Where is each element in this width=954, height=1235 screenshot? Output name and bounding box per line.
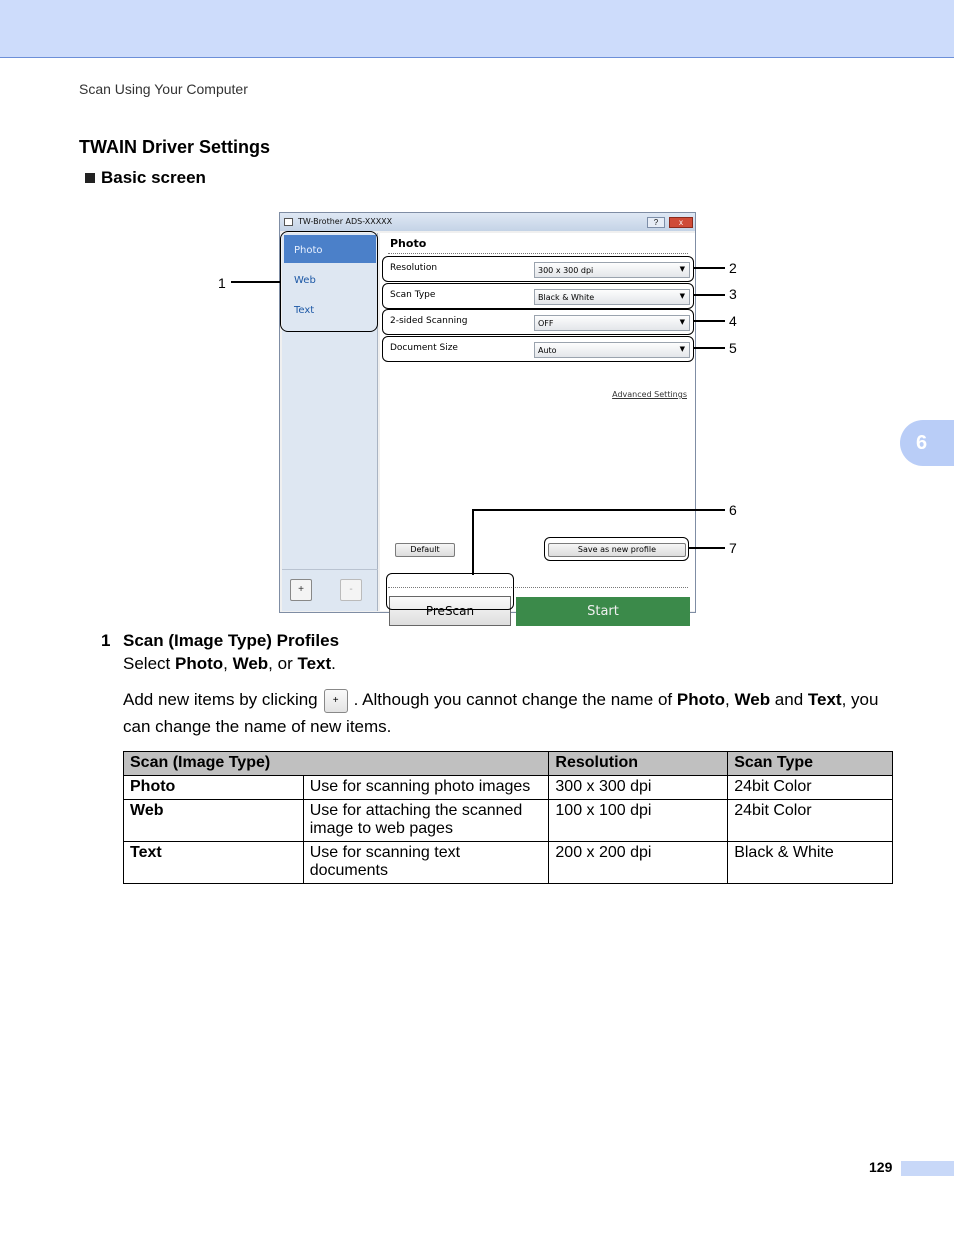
table-cell: Photo (124, 776, 304, 800)
header-band (0, 0, 954, 58)
table-cell: Web (124, 800, 304, 842)
table-header: Scan (Image Type) (124, 752, 549, 776)
duplex-label: 2-sided Scanning (390, 316, 468, 326)
scan-type-label: Scan Type (390, 290, 436, 300)
start-button[interactable]: Start (516, 597, 690, 626)
settings-heading: Photo (390, 237, 427, 250)
callout-box-profiles (280, 231, 378, 332)
table-cell: Black & White (728, 842, 893, 884)
callout-leader (694, 347, 725, 349)
callout-box-save-profile (544, 537, 689, 561)
close-button[interactable]: x (669, 217, 693, 228)
table-header: Scan Type (728, 752, 893, 776)
chapter-tab[interactable]: 6 (900, 420, 954, 466)
callout-number-4: 4 (729, 313, 737, 329)
table-row (124, 776, 893, 800)
callout-number-3: 3 (729, 286, 737, 302)
resolution-select[interactable]: 300 x 300 dpi ▼ (534, 262, 690, 278)
add-items-paragraph: Add new items by clicking + . Although you cannot change the name of Photo, Web and Text, you can change the name of new items. (123, 690, 879, 736)
chevron-down-icon: ▼ (679, 265, 685, 273)
divider (282, 569, 378, 570)
callout-number-1: 1 (218, 275, 226, 291)
item-description: Select Photo, Web, or Text. (123, 654, 336, 673)
resolution-label: Resolution (390, 263, 438, 273)
callout-box-resolution (382, 256, 694, 282)
item-title: Scan (Image Type) Profiles (123, 631, 340, 650)
duplex-select[interactable]: OFF ▼ (534, 315, 690, 331)
table-cell: Text (124, 842, 304, 884)
table-cell: Use for scanning photo images (303, 776, 549, 800)
callout-box-scan-type (382, 283, 694, 309)
callout-number-5: 5 (729, 340, 737, 356)
callout-leader (472, 509, 725, 511)
callout-number-6: 6 (729, 502, 737, 518)
callout-leader (694, 294, 725, 296)
scan-type-select[interactable]: Black & White ▼ (534, 289, 690, 305)
callout-number-2: 2 (729, 260, 737, 276)
item-number: 1 (101, 631, 111, 650)
table-row (124, 800, 893, 842)
callout-leader (689, 547, 725, 549)
page-number-bar (901, 1161, 954, 1176)
running-head: Scan Using Your Computer (79, 81, 248, 97)
callout-box-prescan (386, 573, 514, 610)
app-window-icon (284, 218, 293, 226)
callout-leader (694, 320, 725, 322)
callout-leader (694, 267, 725, 269)
add-profile-button[interactable]: + (290, 579, 312, 601)
chevron-down-icon: ▼ (679, 345, 685, 353)
table-cell: Use for scanning text documents (303, 842, 549, 884)
dialog-title: TW-Brother ADS-XXXXX (298, 217, 393, 226)
default-button[interactable]: Default (395, 543, 455, 557)
plus-button-icon: + (324, 689, 348, 713)
table-cell: Use for attaching the scanned image to web pages (303, 800, 549, 842)
table-header: Resolution (549, 752, 728, 776)
save-profile-button[interactable]: Save as new profile (548, 543, 686, 557)
callout-leader (472, 509, 474, 575)
callout-box-document-size (382, 336, 694, 362)
table-row (124, 842, 893, 884)
chevron-down-icon: ▼ (679, 318, 685, 326)
table-cell: 300 x 300 dpi (549, 776, 728, 800)
profiles-table (123, 751, 893, 884)
advanced-settings-link[interactable]: Advanced Settings (612, 390, 687, 399)
square-bullet-icon (85, 173, 95, 183)
section-title: TWAIN Driver Settings (79, 137, 271, 157)
table-cell: 24bit Color (728, 776, 893, 800)
table-header-row (124, 752, 893, 776)
table-cell: 200 x 200 dpi (549, 842, 728, 884)
callout-box-duplex (382, 309, 694, 335)
callout-leader (231, 281, 281, 283)
profile-item-text[interactable]: Text (294, 305, 315, 316)
document-size-select[interactable]: Auto ▼ (534, 342, 690, 358)
chevron-down-icon: ▼ (679, 292, 685, 300)
callout-number-7: 7 (729, 540, 737, 556)
divider (388, 253, 688, 254)
subsection-title (85, 168, 206, 188)
subsection-label: Basic screen (101, 168, 206, 187)
document-size-label: Document Size (390, 343, 458, 353)
profile-item-photo[interactable]: Photo (284, 235, 376, 263)
dialog-titlebar (280, 213, 695, 231)
table-cell: 24bit Color (728, 800, 893, 842)
prescan-button[interactable]: PreScan (389, 596, 511, 626)
remove-profile-button[interactable]: - (340, 579, 362, 601)
profile-item-web[interactable]: Web (294, 275, 316, 286)
help-button[interactable]: ? (647, 217, 665, 228)
table-cell: 100 x 100 dpi (549, 800, 728, 842)
page-number: 129 (869, 1159, 893, 1175)
